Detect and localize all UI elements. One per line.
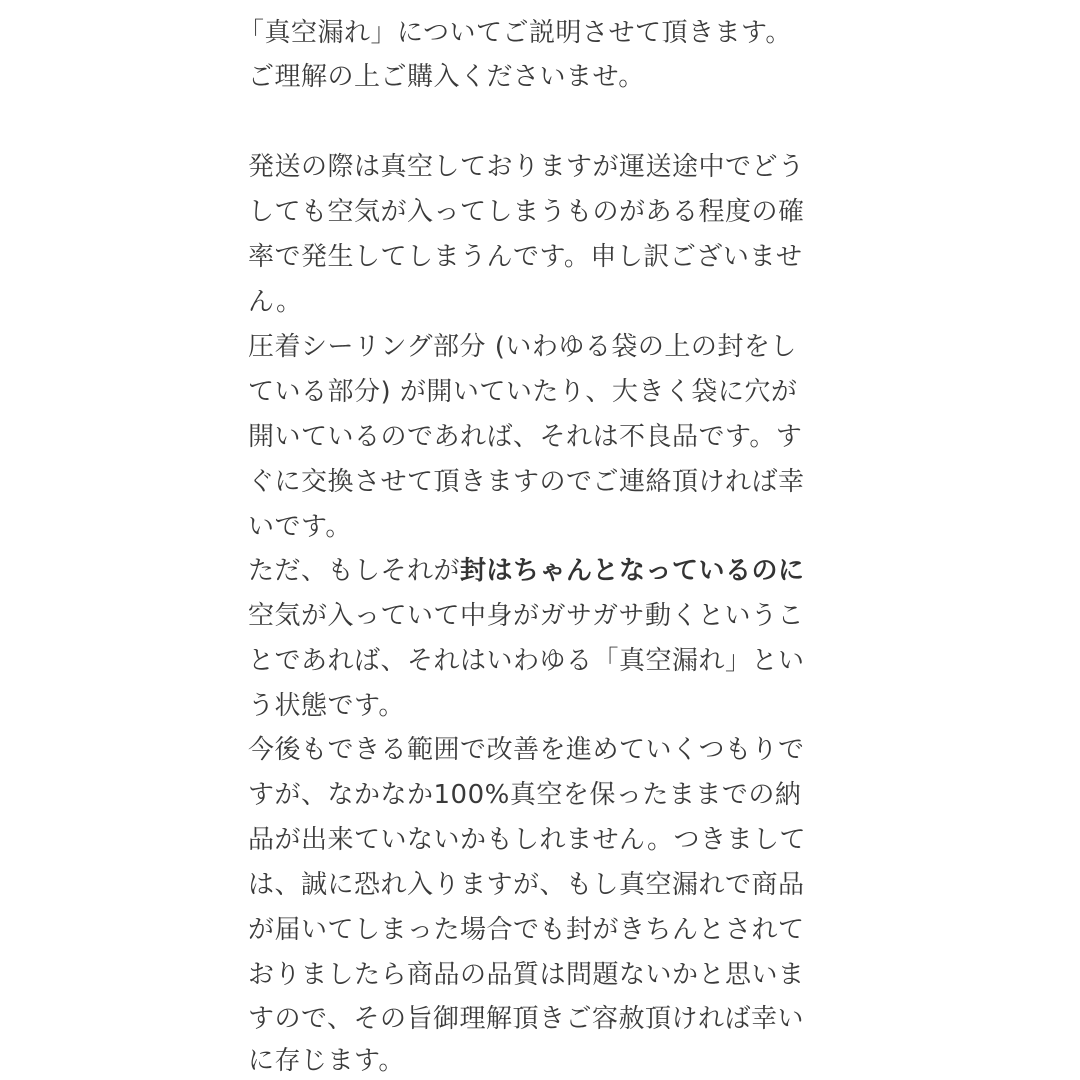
body-line: ている部分) が開いていたり、大きく袋に穴が [248,377,798,407]
intro-line: 「真空漏れ」についてご説明させて頂きます。 [238,18,792,48]
body-line: に存じます。 [248,1046,405,1076]
body-line: 品が出来ていないかもしれません。つきまして [248,825,807,855]
body-line: いです。 [248,512,352,542]
emphasized-text: 封はちゃんとなっているのに [460,556,805,586]
body-line: 圧着シーリング部分 (いわゆる袋の上の封をし [248,332,797,362]
body-line: とであれば、それはいわゆる「真空漏れ」とい [248,646,805,676]
body-line: は、誠に恐れ入りますが、もし真空漏れで商品 [248,870,805,900]
body-line: ぐに交換させて頂きますのでご連絡頂ければ幸 [248,467,805,497]
body-line [248,558,805,584]
body-line: 率で発生してしまうんです。申し訳ございませ [248,242,803,272]
body-line: すので、その旨御理解頂きご容赦頂ければ幸い [248,1004,804,1034]
body-line: 発送の際は真空しておりますが運送途中でどう [248,152,805,182]
body-line: すが、なかなか100%真空を保ったままでの納 [248,780,802,810]
body-line: う状態です。 [248,691,405,721]
body-line: おりましたら商品の品質は問題ないかと思いま [248,960,805,990]
body-line: 今後もできる範囲で改善を進めていくつもりで [248,735,805,765]
body-line: 開いているのであれば、それは不良品です。す [248,422,803,452]
body-line: が届いてしまった場合でも封がきちんとされて [248,915,805,945]
body-text: ただ、もしそれが [248,556,461,586]
body-line: ん。 [248,287,303,317]
body-line: 空気が入っていて中身がガサガサ動くというこ [248,601,804,631]
intro-line: ご理解の上ご購入くださいませ。 [248,62,645,92]
body-line: しても空気が入ってしまうものがある程度の確 [248,197,805,227]
